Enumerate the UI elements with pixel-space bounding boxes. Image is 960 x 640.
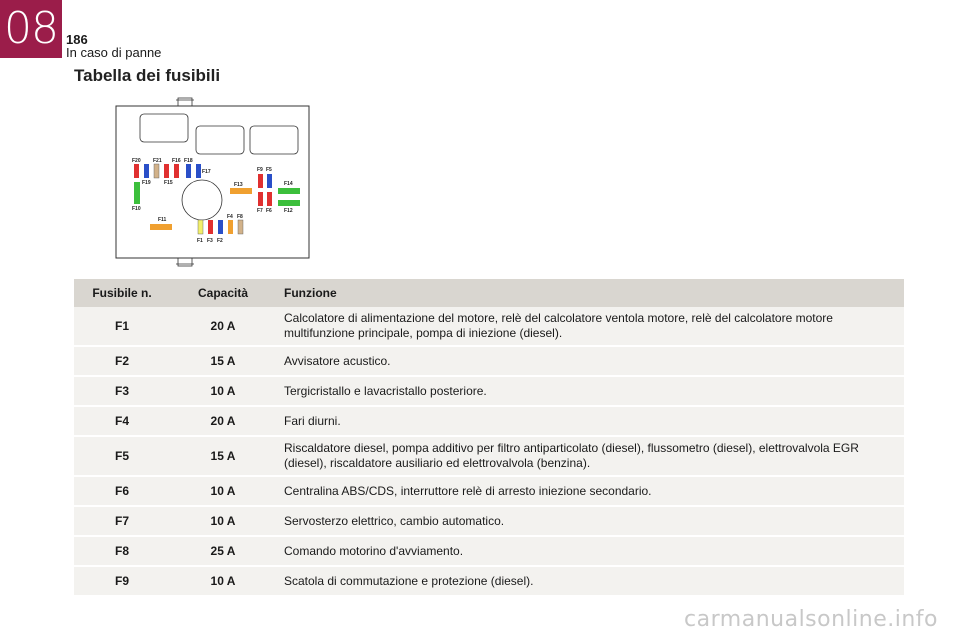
table-row [74,476,904,506]
label-F20: F20 [132,158,141,164]
top-connector [178,98,192,106]
function-cell: Avvisatore acustico. [276,346,904,376]
capacity-cell: 20 A [170,307,276,346]
fuse-F11 [150,224,172,230]
function-cell: Fari diurni. [276,406,904,436]
page-number: 186 [66,32,88,47]
fuse-F14 [278,188,300,194]
label-F10: F10 [132,206,141,212]
fuse-cell: F2 [74,346,170,376]
table-header-row [74,279,904,307]
fuse-cell: F6 [74,476,170,506]
fuse-F7 [258,192,263,206]
capacity-cell: 10 A [170,476,276,506]
function-cell: Tergicristallo e lavacristallo posteriore. [276,376,904,406]
capacity-cell: 10 A [170,566,276,596]
capacity-cell: 20 A [170,406,276,436]
fuse-F21 [154,164,159,178]
function-cell: Centralina ABS/CDS, interruttore relè di arresto iniezione secondario. [276,476,904,506]
label-F13: F13 [234,182,243,188]
fuse-F3 [208,220,213,234]
label-F5: F5 [266,167,272,173]
label-F19: F19 [142,180,151,186]
label-F17: F17 [202,169,211,175]
table-row [74,536,904,566]
label-F14: F14 [284,181,293,187]
table-row [74,506,904,536]
fuse-cell: F8 [74,536,170,566]
label-F18: F18 [184,158,193,164]
label-F1: F1 [197,238,203,244]
fuse-F10 [134,182,140,204]
fuse-F16 [174,164,179,178]
function-cell: Comando motorino d'avviamento. [276,536,904,566]
header-capacity: Capacità [170,279,276,307]
fuse-F17 [196,164,201,178]
label-F15: F15 [164,180,173,186]
label-F3: F3 [207,238,213,244]
chapter-tab: 08 [0,0,62,58]
capacity-cell: 10 A [170,376,276,406]
function-cell: Scatola di commutazione e protezione (diesel). [276,566,904,596]
fuse-F4 [228,220,233,234]
label-F8: F8 [237,214,243,220]
header-fuse: Fusibile n. [74,279,170,307]
label-F2: F2 [217,238,223,244]
section-title: Tabella dei fusibili [74,66,221,85]
table-row [74,436,904,476]
label-F16: F16 [172,158,181,164]
header-function: Funzione [276,279,904,307]
capacity-cell: 15 A [170,346,276,376]
chapter-name: In caso di panne [66,45,162,60]
fuse-F2 [218,220,223,234]
fuse-F5 [267,174,272,188]
table-row [74,376,904,406]
fuse-cell: F1 [74,307,170,346]
function-cell: Calcolatore di alimentazione del motore, relè del calcolatore ventola motore, relè del calcolatore motore multifunzione principale, pompa di iniezione (diesel). [276,307,904,346]
fuse-cell: F9 [74,566,170,596]
label-F9: F9 [257,167,263,173]
label-F11: F11 [158,217,167,223]
label-F12: F12 [284,208,293,214]
fuse-F19 [144,164,149,178]
watermark: carmanualsonline.info [684,607,938,632]
label-F21: F21 [153,158,162,164]
function-cell: Riscaldatore diesel, pompa additivo per filtro antiparticolato (diesel), flussometro (diesel), elettrovalvola EGR (diesel), riscaldatore ausiliario ed elettrovalvola (benzina). [276,436,904,476]
fuse-F9 [258,174,263,188]
function-cell: Servosterzo elettrico, cambio automatico. [276,506,904,536]
label-F7: F7 [257,208,263,214]
bottom-connector [178,258,192,266]
fuse-F20 [134,164,139,178]
label-F6: F6 [266,208,272,214]
fuse-cell: F3 [74,376,170,406]
fuse-F12 [278,200,300,206]
table-row [74,406,904,436]
fuse-cell: F5 [74,436,170,476]
fuse-table [74,279,904,597]
table-row [74,566,904,596]
capacity-cell: 10 A [170,506,276,536]
fuse-F18 [186,164,191,178]
capacity-cell: 15 A [170,436,276,476]
fuse-F6 [267,192,272,206]
fuse-F13 [230,188,252,194]
fuse-F1 [198,220,203,234]
fuse-box-diagram [104,96,314,270]
capacity-cell: 25 A [170,536,276,566]
table-row [74,307,904,346]
label-F4: F4 [227,214,233,220]
fuse-F15 [164,164,169,178]
table-row [74,346,904,376]
fuse-cell: F7 [74,506,170,536]
fuse-cell: F4 [74,406,170,436]
fuse-F8 [238,220,243,234]
